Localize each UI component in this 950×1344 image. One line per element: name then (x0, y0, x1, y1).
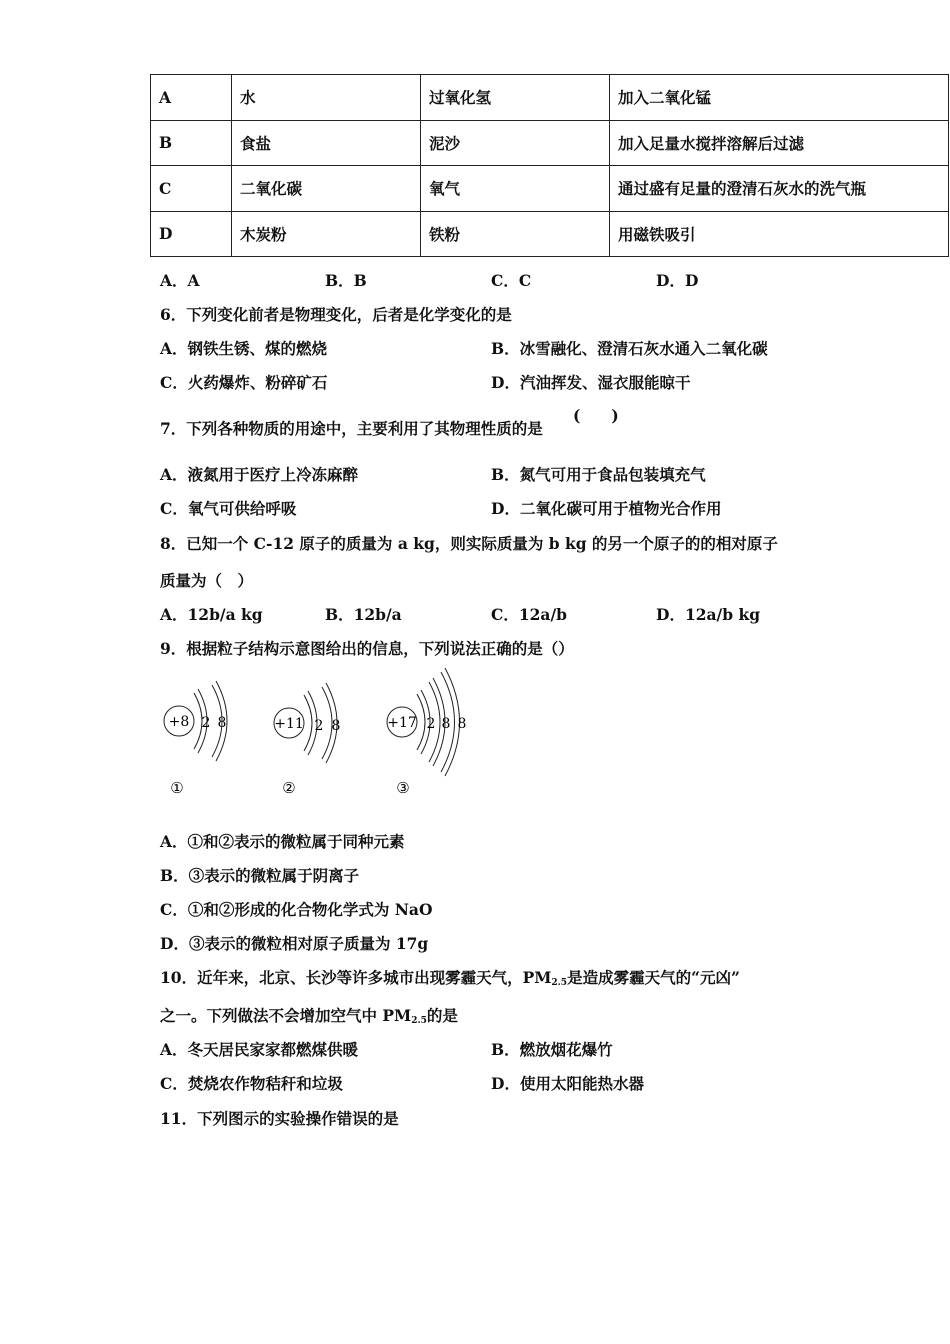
row-label: B (151, 120, 232, 166)
row-label: C (151, 166, 232, 212)
q10-line1-pre: 10．近年来，北京、长沙等许多城市出现雾霾天气，PM (160, 968, 552, 987)
impurity-b: 铁粉 (421, 211, 610, 257)
q8-stem-line2: 质量为（ ） (160, 571, 254, 590)
row-label: A (151, 75, 232, 121)
shell-electrons: 2 (201, 715, 211, 731)
row-label: D (151, 211, 232, 257)
atom-diagram-2 (274, 683, 340, 797)
q9-option-b[interactable]: B．③表示的微粒属于阴离子 (160, 866, 360, 885)
q10-option-d[interactable]: D．使用太阳能热水器 (491, 1074, 644, 1093)
q7-option-d[interactable]: D．二氧化碳可用于植物光合作用 (491, 499, 722, 518)
diagram-label: ③ (396, 779, 410, 797)
q9-option-c[interactable]: C．①和②形成的化合物化学式为 NaO (160, 900, 433, 919)
impurity-b: 泥沙 (421, 120, 610, 166)
q8-option-d[interactable]: D．12a/b kg (656, 605, 761, 624)
nucleus-charge: +11 (274, 716, 304, 732)
method: 通过盛有足量的澄清石灰水的洗气瓶 (610, 166, 949, 212)
q5-option-c[interactable]: C．C (491, 271, 532, 290)
q9-option-a[interactable]: A．①和②表示的微粒属于同种元素 (160, 832, 405, 851)
method: 用磁铁吸引 (610, 211, 949, 257)
separation-table (150, 74, 949, 257)
q6-option-a[interactable]: A．钢铁生锈、煤的燃烧 (160, 339, 328, 358)
method: 加入二氧化锰 (610, 75, 949, 121)
q7-option-c[interactable]: C．氧气可供给呼吸 (160, 499, 297, 518)
shell-electrons: 8 (331, 718, 341, 734)
substance-a: 水 (232, 75, 421, 121)
pm-subscript: 2.5 (411, 1016, 427, 1026)
nucleus-charge: +17 (387, 715, 417, 731)
substance-a: 二氧化碳 (232, 166, 421, 212)
shell-electrons: 8 (457, 716, 467, 732)
q8-option-b[interactable]: B．12b/a (325, 605, 402, 624)
atom-diagram-1 (164, 681, 227, 797)
q7-option-b[interactable]: B．氮气可用于食品包装填充气 (491, 465, 706, 484)
q7-answer-paren: ( ) (573, 406, 619, 425)
table-row (151, 211, 949, 257)
q10-stem-line1 (160, 966, 740, 988)
q10-option-b[interactable]: B．燃放烟花爆竹 (491, 1040, 613, 1059)
diagram-label: ① (170, 779, 184, 797)
q5-option-a[interactable]: A．A (160, 271, 200, 290)
q10-line1-post: 是造成雾霾天气的“元凶” (567, 968, 740, 987)
shell-electrons: 2 (314, 718, 324, 734)
q6-stem: 6．下列变化前者是物理变化，后者是化学变化的是 (160, 305, 512, 324)
substance-a: 食盐 (232, 120, 421, 166)
impurity-b: 氧气 (421, 166, 610, 212)
q10-line2-pre: 之一。下列做法不会增加空气中 PM (160, 1006, 412, 1025)
table-row (151, 75, 949, 121)
q10-option-a[interactable]: A．冬天居民家家都燃煤供暖 (160, 1040, 359, 1059)
method: 加入足量水搅拌溶解后过滤 (610, 120, 949, 166)
q6-option-c[interactable]: C．火药爆炸、粉碎矿石 (160, 373, 328, 392)
q10-option-c[interactable]: C．焚烧农作物秸秆和垃圾 (160, 1074, 343, 1093)
q10-stem-line2 (160, 1004, 458, 1026)
q11-stem: 11．下列图示的实验操作错误的是 (160, 1109, 399, 1128)
q6-option-d[interactable]: D．汽油挥发、湿衣服能晾干 (491, 373, 691, 392)
q8-option-c[interactable]: C．12a/b (491, 605, 567, 624)
atom-structure-diagrams (150, 660, 490, 810)
pm-subscript: 2.5 (551, 978, 568, 988)
table-row (151, 120, 949, 166)
impurity-b: 过氧化氢 (421, 75, 610, 121)
substance-a: 木炭粉 (232, 211, 421, 257)
q10-line2-post: 的是 (426, 1006, 458, 1025)
q9-stem: 9．根据粒子结构示意图给出的信息，下列说法正确的是（） (160, 639, 574, 658)
q8-option-a[interactable]: A．12b/a kg (160, 605, 263, 624)
shell-electrons: 8 (217, 715, 227, 731)
q6-option-b[interactable]: B．冰雪融化、澄清石灰水通入二氧化碳 (491, 339, 768, 358)
shell-electrons: 2 (426, 716, 436, 732)
q8-stem-line1: 8．已知一个 C-12 原子的质量为 a kg，则实际质量为 b kg 的另一个原子的的相对原子 (160, 534, 778, 553)
nucleus-charge: +8 (168, 714, 190, 730)
q7-option-a[interactable]: A．液氮用于医疗上冷冻麻醉 (160, 465, 359, 484)
shell-electrons: 8 (441, 716, 451, 732)
atom-diagram-3 (387, 668, 466, 797)
q7-stem: 7．下列各种物质的用途中，主要利用了其物理性质的是 (160, 419, 543, 438)
q5-option-d[interactable]: D．D (656, 271, 699, 290)
q9-option-d[interactable]: D．③表示的微粒相对原子质量为 17g (160, 934, 429, 953)
table-row (151, 166, 949, 212)
q5-option-b[interactable]: B．B (325, 271, 367, 290)
diagram-label: ② (282, 779, 296, 797)
